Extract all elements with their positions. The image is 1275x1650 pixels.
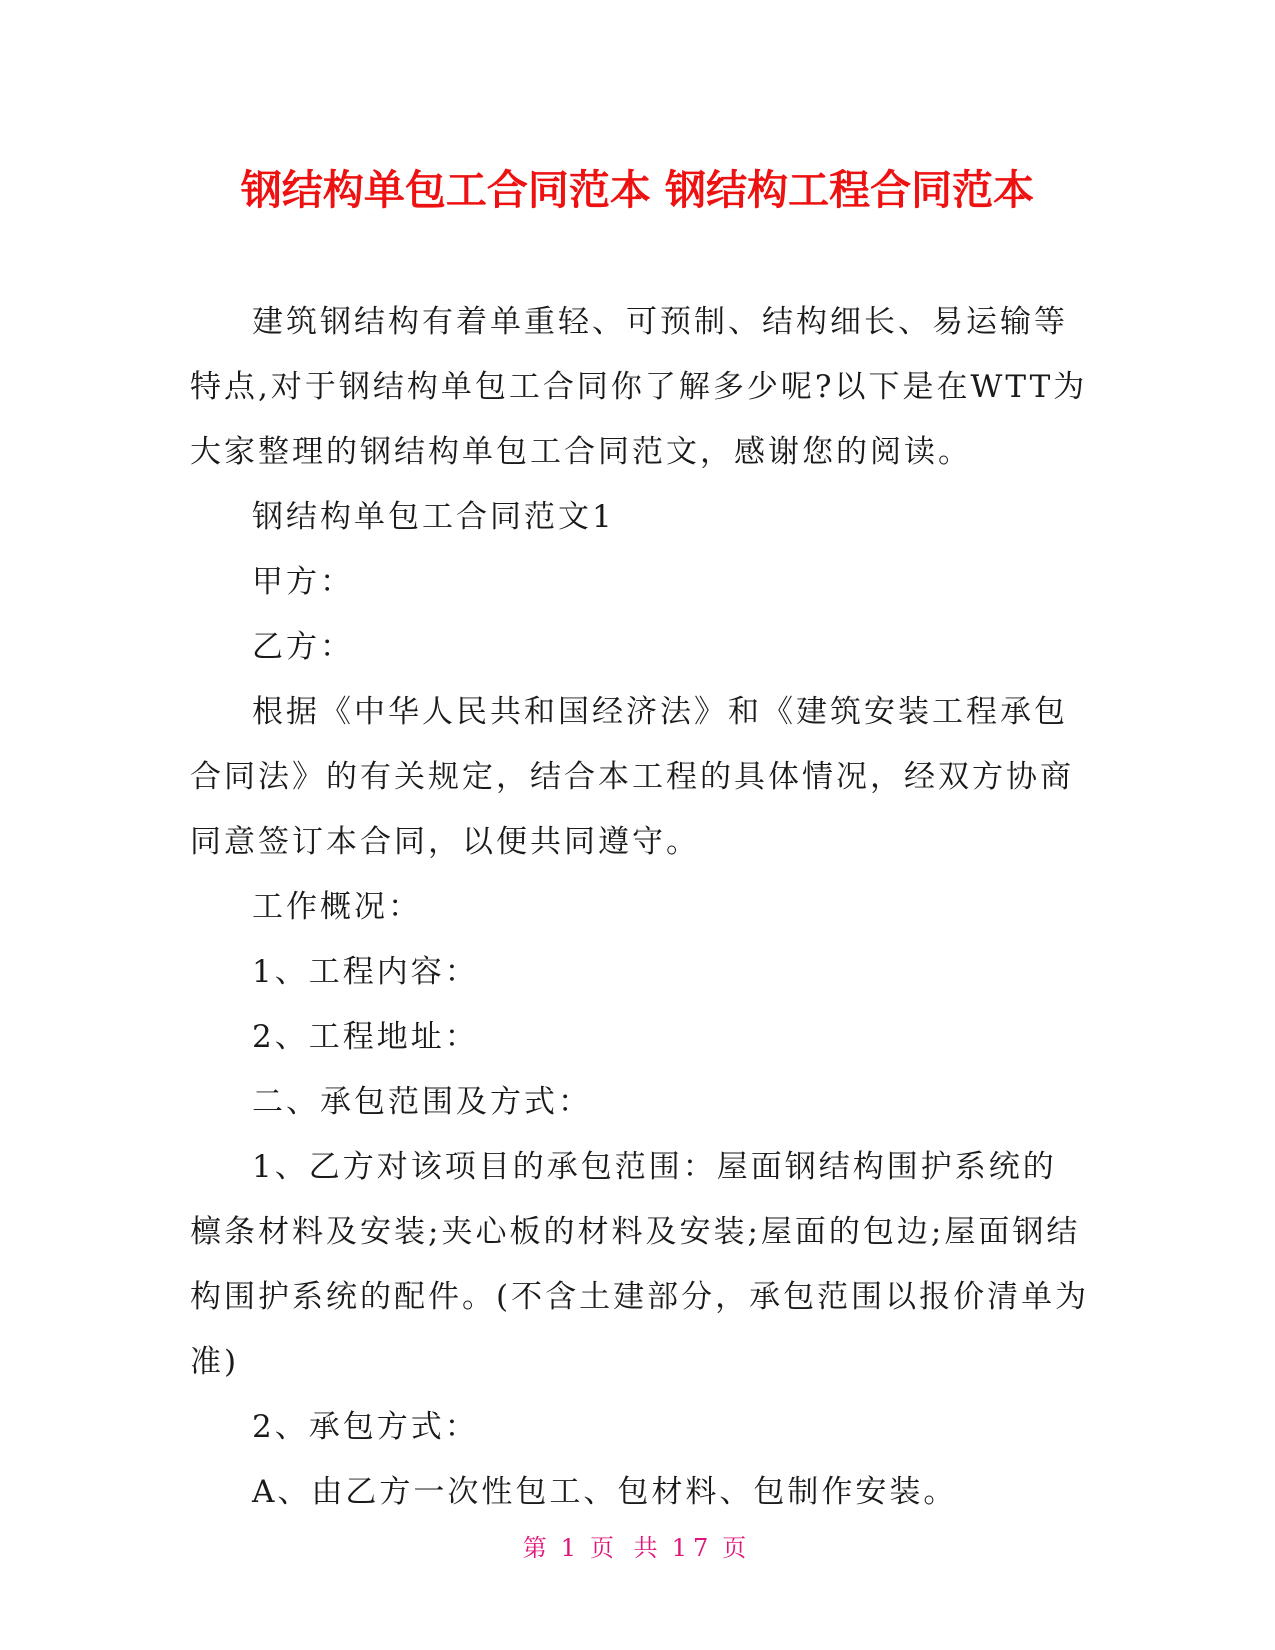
footer-prefix: 第 (522, 1534, 553, 1562)
method-heading: 2、承包方式： (252, 1409, 479, 1445)
scope-heading: 二、承包范围及方式： (252, 1084, 592, 1120)
document-title: 钢结构单包工合同范本 钢结构工程合同范本 (240, 166, 1035, 214)
party-b-line: 乙方： (252, 629, 354, 665)
document-body (190, 290, 1090, 1525)
party-a-line: 甲方： (252, 564, 354, 600)
method-item-a: A、由乙方一次性包工、包材料、包制作安装。 (252, 1474, 958, 1510)
footer-current-page: 1 (560, 1534, 583, 1562)
page-footer (0, 1528, 1275, 1563)
work-overview-heading: 工作概况： (252, 889, 422, 925)
footer-middle: 页 共 (590, 1534, 664, 1562)
footer-suffix: 页 (722, 1534, 753, 1562)
project-content-line: 1、工程内容： (252, 954, 479, 990)
footer-total-pages: 17 (671, 1534, 715, 1562)
section-heading: 钢结构单包工合同范文1 (252, 499, 615, 535)
basis-paragraph: 根据《中华人民共和国经济法》和《建筑安装工程承包合同法》的有关规定，结合本工程的具体情况，经双方协商同意签订本合同，以便共同遵守。 (190, 694, 1074, 860)
intro-paragraph: 建筑钢结构有着单重轻、可预制、结构细长、易运输等特点,对于钢结构单包工合同你了解多少呢?以下是在WTT为大家整理的钢结构单包工合同范文，感谢您的阅读。 (190, 304, 1088, 470)
project-address-line: 2、工程地址： (252, 1019, 479, 1055)
scope-paragraph: 1、乙方对该项目的承包范围：屋面钢结构围护系统的檩条材料及安装;夹心板的材料及安装;屋面的包边;屋面钢结构围护系统的配件。(不含土建部分，承包范围以报价清单为准) (190, 1149, 1090, 1380)
